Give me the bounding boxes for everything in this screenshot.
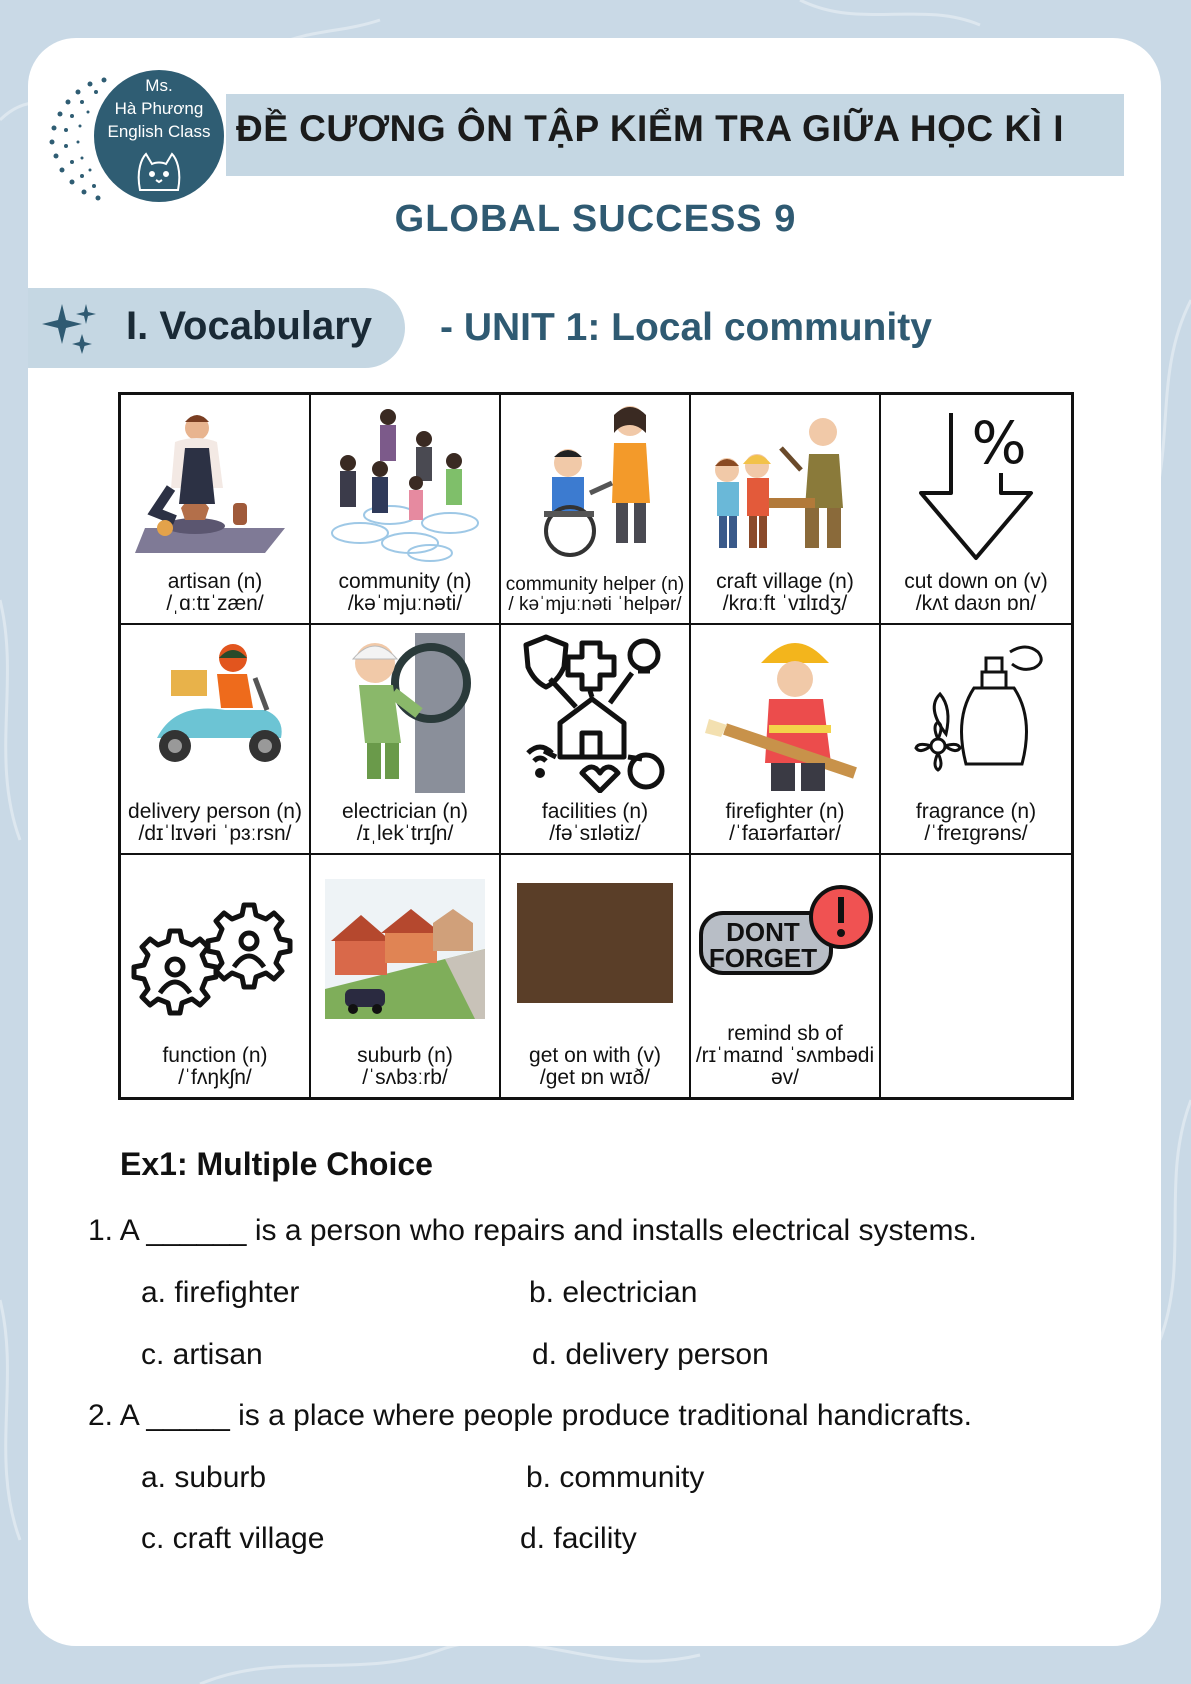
vocab-word: community helper (n) / kəˈmjuːnəti ˈhelpər/ bbox=[505, 574, 685, 615]
vocab-ipa: /rɪˈmaɪnd ˈsʌmbədi əv/ bbox=[695, 1044, 875, 1089]
vocab-ipa: /ˈfreɪɡrəns/ bbox=[924, 822, 1028, 845]
vocab-ipa: /fəˈsɪlətiz/ bbox=[549, 822, 641, 845]
potter-icon bbox=[135, 408, 295, 558]
suburb-houses-icon bbox=[325, 879, 485, 1019]
vocab-caption bbox=[883, 571, 1069, 615]
vocab-caption bbox=[503, 575, 687, 615]
vocab-word: function (n) bbox=[162, 1044, 268, 1067]
dont-label: DONT bbox=[726, 917, 800, 947]
question-1-option-a: a. firefighter bbox=[141, 1276, 300, 1309]
vocab-caption bbox=[693, 801, 877, 845]
wheelchair-helper-icon bbox=[520, 403, 670, 563]
vocab-word: community (n) bbox=[338, 570, 472, 593]
dont-forget-icon bbox=[695, 883, 875, 983]
svg-text:%: % bbox=[971, 409, 1027, 477]
vocab-ipa: /ˌɑːtɪˈzæn/ bbox=[166, 592, 264, 615]
vocab-word: craft village (n) bbox=[716, 570, 854, 593]
vocab-cell-function bbox=[121, 855, 311, 1097]
vocab-grid bbox=[118, 392, 1074, 1100]
vocab-word: firefighter (n) bbox=[725, 800, 845, 823]
logo-line-3: English Class bbox=[107, 122, 211, 141]
brown-square-icon bbox=[517, 883, 673, 1003]
sparkles-icon bbox=[42, 300, 112, 360]
question-1-option-d: d. delivery person bbox=[532, 1338, 769, 1371]
vocab-ipa: /kʌt daʊn ɒn/ bbox=[915, 592, 1037, 615]
forget-label: FORGET bbox=[708, 943, 818, 973]
vocab-cell-empty bbox=[881, 855, 1071, 1097]
exercise-title: Ex1: Multiple Choice bbox=[120, 1146, 433, 1182]
vocab-caption bbox=[503, 1045, 687, 1089]
vocab-cell-artisan bbox=[121, 395, 311, 625]
vocab-cell-community bbox=[311, 395, 501, 625]
vocab-caption bbox=[693, 571, 877, 615]
firefighter-icon bbox=[705, 633, 865, 793]
question-1-option-c: c. artisan bbox=[141, 1338, 263, 1371]
question-2-option-b: b. community bbox=[526, 1461, 705, 1494]
vocab-caption bbox=[313, 1045, 497, 1089]
cat-icon bbox=[132, 150, 186, 196]
section-title: I. Vocabulary bbox=[126, 304, 373, 348]
page-subtitle: GLOBAL SUCCESS 9 bbox=[394, 198, 797, 240]
vocab-ipa: /ˈfʌŋkʃn/ bbox=[178, 1066, 252, 1089]
logo-line-1: Ms. bbox=[145, 76, 173, 95]
electrician-icon bbox=[335, 633, 475, 793]
vocab-ipa: /ˈsʌbɜːrb/ bbox=[362, 1066, 448, 1089]
vocab-word: suburb (n) bbox=[357, 1044, 453, 1067]
vocab-word: remind sb of bbox=[727, 1022, 843, 1045]
vocab-word: cut down on (v) bbox=[904, 570, 1048, 593]
perfume-icon bbox=[906, 638, 1046, 788]
vocab-cell-delivery-person bbox=[121, 625, 311, 855]
question-2-option-d: d. facility bbox=[520, 1522, 637, 1555]
percent-down-icon bbox=[911, 403, 1041, 563]
unit-title: - UNIT 1: Local community bbox=[440, 306, 932, 349]
vocab-ipa: /krɑːft ˈvɪlɪdʒ/ bbox=[722, 592, 848, 615]
question-1: 1. A ______ is a person who repairs and installs electrical systems. bbox=[88, 1214, 977, 1247]
vocab-caption bbox=[313, 571, 497, 615]
question-2: 2. A _____ is a place where people produce traditional handicrafts. bbox=[88, 1399, 972, 1432]
vocab-caption bbox=[313, 801, 497, 845]
vocab-caption bbox=[123, 571, 307, 615]
vocab-cell-community-helper bbox=[501, 395, 691, 625]
vocab-cell-get-on-with bbox=[501, 855, 691, 1097]
question-2-option-a: a. suburb bbox=[141, 1461, 267, 1494]
vocab-cell-electrician bbox=[311, 625, 501, 855]
vocab-cell-cut-down-on bbox=[881, 395, 1071, 625]
vocab-caption bbox=[883, 801, 1069, 845]
question-2-option-c: c. craft village bbox=[141, 1522, 325, 1555]
vocab-caption bbox=[123, 1045, 307, 1089]
vocab-cell-firefighter bbox=[691, 625, 881, 855]
vocab-word: fragrance (n) bbox=[915, 800, 1037, 823]
vocab-ipa: /kəˈmjuːnəti/ bbox=[347, 592, 463, 615]
facilities-icon bbox=[520, 633, 670, 793]
vocab-word: get on with (v) bbox=[529, 1044, 661, 1067]
delivery-scooter-icon bbox=[135, 638, 295, 768]
gears-people-icon bbox=[130, 901, 300, 1021]
vocab-cell-craft-village bbox=[691, 395, 881, 625]
vocab-word: electrician (n) bbox=[341, 800, 469, 823]
vocab-cell-fragrance bbox=[881, 625, 1071, 855]
craftsman-icon bbox=[705, 408, 865, 558]
vocab-word: delivery person (n) /dɪˈlɪvəri ˈpɜːrsn/ bbox=[128, 800, 302, 845]
vocab-caption bbox=[693, 1023, 877, 1089]
community-icon bbox=[320, 403, 490, 563]
vocab-cell-remind-sb-of bbox=[691, 855, 881, 1097]
vocab-word: artisan (n) bbox=[167, 570, 263, 593]
vocab-ipa: /get ɒn wɪð/ bbox=[539, 1066, 651, 1089]
vocab-caption bbox=[123, 801, 307, 845]
vocab-ipa: /ɪˌlekˈtrɪʃn/ bbox=[356, 822, 454, 845]
vocab-ipa: /ˈfaɪərfaɪtər/ bbox=[729, 822, 841, 845]
page-title: ĐỀ CƯƠNG ÔN TẬP KIỂM TRA GIỮA HỌC KÌ I bbox=[236, 108, 1064, 149]
vocab-word: facilities (n) bbox=[541, 800, 649, 823]
logo-badge bbox=[94, 70, 224, 202]
question-1-option-b: b. electrician bbox=[529, 1276, 698, 1309]
vocab-cell-suburb bbox=[311, 855, 501, 1097]
vocab-cell-facilities bbox=[501, 625, 691, 855]
vocab-caption bbox=[503, 801, 687, 845]
logo-line-2: Hà Phương bbox=[114, 99, 204, 118]
